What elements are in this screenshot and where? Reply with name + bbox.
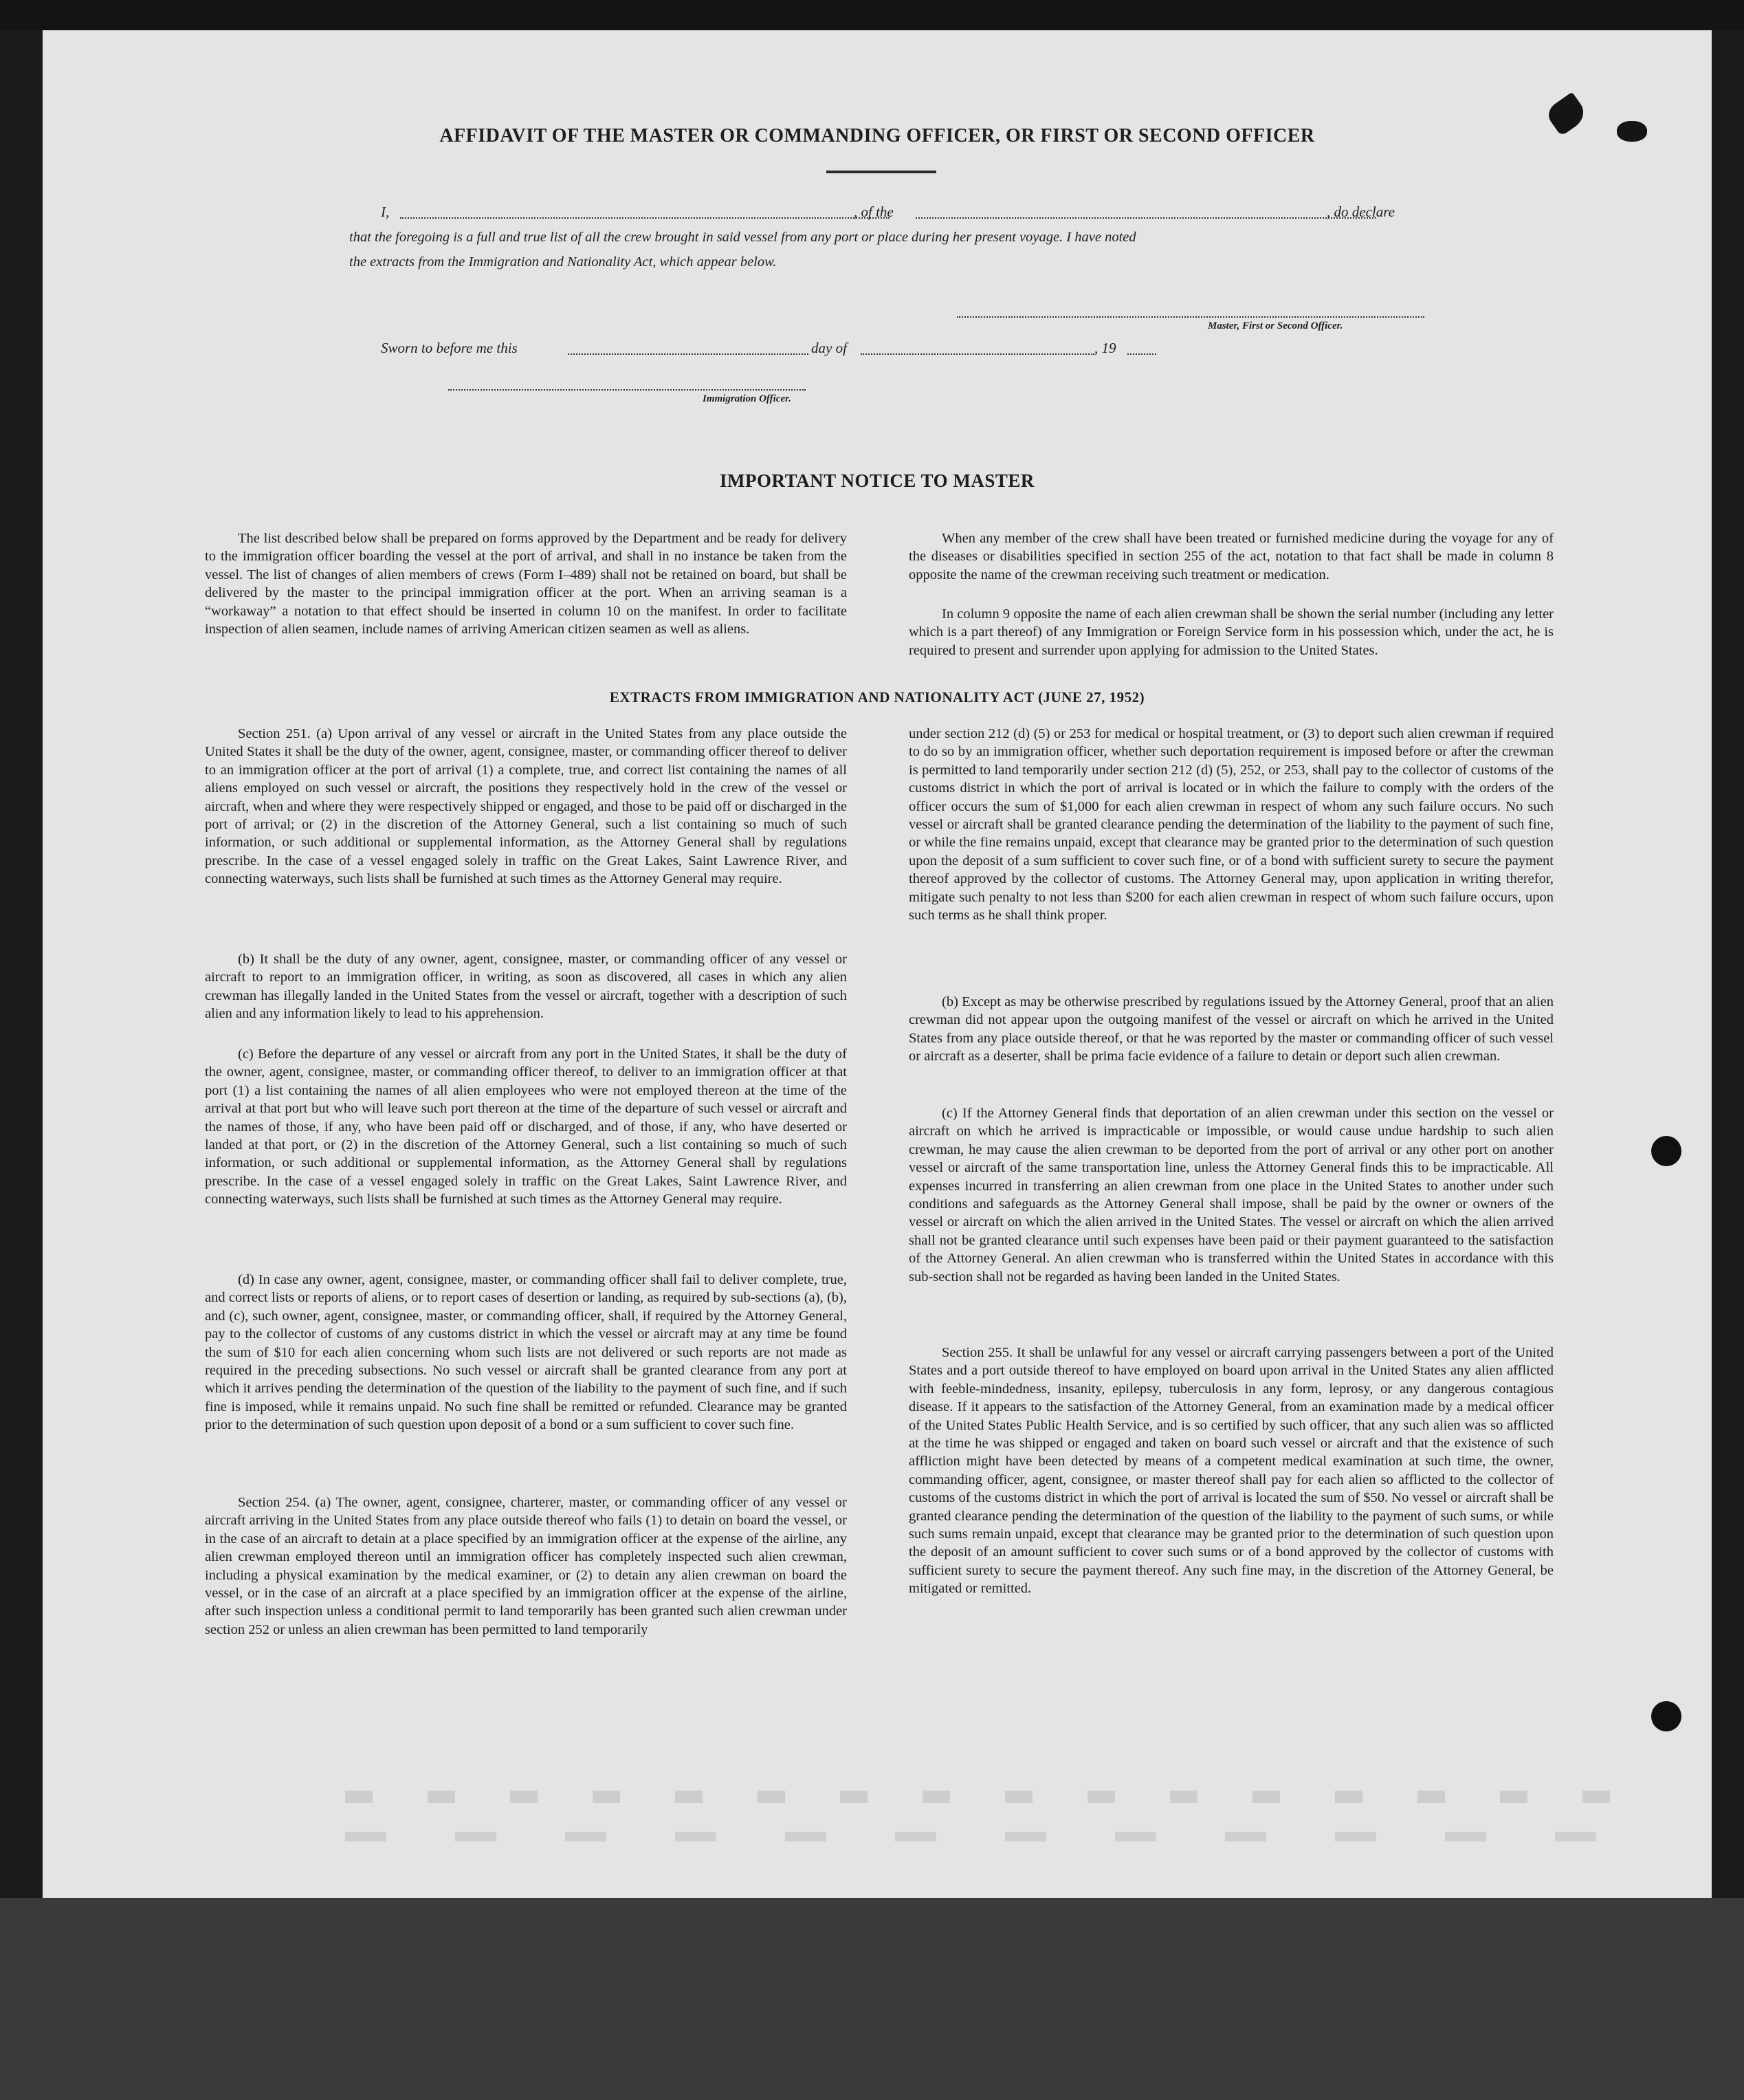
officer-signature-line[interactable]: [448, 389, 806, 391]
sworn-month-field[interactable]: [861, 353, 1094, 355]
scan-border-top: [0, 0, 1744, 30]
document-page: [43, 30, 1712, 1898]
bleed-through-mark: [345, 1832, 1651, 1841]
do-declare-label: , do declare: [1327, 204, 1395, 220]
bleed-through-mark: [345, 1791, 1651, 1803]
extract-section-255: Section 255. It shall be unlawful for any vessel or aircraft carrying passengers between a port of the United States and a port outside thereof to have employed on board upon arrival in the United States any alien afflicted with feeble-mindedness, insanity, epilepsy, tuberculosis in any form, leprosy, or any dangerous contagious disease. If it appears to the satisfaction of the Attorney General, from an examination made by a medical officer of the United States Public Health Service, and is so certified by such officer, that any such alien was so afflicted at the time he was shipped or engaged and taken on board such vessel or aircraft and that the existence of such affliction might have been detected by means of a competent medical examination at such time, the owner, commanding officer, agent, consignee, or master thereof shall pay for each alien so afflicted to the collector of customs of the customs district in which the port of arrival is located the sum of $50. No vessel or aircraft shall be granted clearance pending the determination of the question of the liability to the payment of such sums, or while such sums remain unpaid, except that clearance may be granted prior to the determination of such question upon the deposit of an amount sufficient to cover such sums or of a bond approved by the collector of customs with sufficient surety to secure the payment thereof. Any such fine may, in the discretion of the Attorney General, be mitigated or remitted.: [909, 1345, 1554, 1597]
extract-section-251c: (c) Before the departure of any vessel or aircraft from any port in the United States, it shall be the duty of the owner, agent, consignee, master, or commanding officer thereof, to deliver to an immigration officer at that port (1) a list containing the names of all alien employees who were not employed thereon at the time of the arrival at that port but who will leave such port thereon at the time of the departure of such vessel or aircraft and the names of those, if any, who have been paid off or discharged, and of those, if any, who have deserted or landed at that port, or (2) in the discretion of the Attorney General, such a list containing so much of such information, or such additional or supplemental information, as the Attorney General shall by regulations prescribe. In the case of a vessel engaged solely in traffic on the Great Lakes, Saint Lawrence River, and connecting waterways, such lists shall be furnished at such times as the Attorney General may require.: [205, 1047, 847, 1207]
notice-right-paragraph-2: In column 9 opposite the name of each alien crewman shall be shown the serial number (including any letter which is a part thereof) of any Immigration or Foreign Service form in his possession which, under the act, he is required to present and surrender upon applying for admission to the United States.: [909, 606, 1554, 658]
scan-border-bottom: [0, 1898, 1744, 2100]
year-label: , 19: [1094, 340, 1116, 356]
vessel-name-field[interactable]: [916, 217, 1376, 219]
officer-signature-label: Immigration Officer.: [703, 393, 791, 404]
declarant-name-field[interactable]: [400, 217, 890, 219]
affidavit-title: AFFIDAVIT OF THE MASTER OR COMMANDING OFFICER, OR FIRST OR SECOND OFFICER: [439, 125, 1315, 146]
notice-right-paragraph-1: When any member of the crew shall have been treated or furnished medicine during the voyage for any of the diseases or disabilities specified in section 255 of the act, notation to that fact shall be made in column 8 opposite the name of the crewman receiving such treatment or medication.: [909, 531, 1554, 582]
extract-section-254b: (b) Except as may be otherwise prescribed by regulations issued by the Attorney General, proof that an alien crewman did not appear upon the outgoing manifest of the vessel or aircraft on which he arrived in the United States from any place outside thereof, or that he was reported by the master or commanding officer of such vessel or aircraft as a deserter, shall be prima facie evidence of a failure to detain or deport such alien crewman.: [909, 994, 1554, 1064]
notice-title: IMPORTANT NOTICE TO MASTER: [720, 470, 1035, 491]
of-the-label: , of the: [854, 204, 894, 220]
extract-section-254a: Section 254. (a) The owner, agent, consignee, charterer, master, or commanding officer of any vessel or aircraft arriving in the United States from any place outside thereof who fails (1) to detain on board the vessel, or in the case of an aircraft to detain at a place specified by an immigration officer at the expense of the airline, any alien crewman employed thereon until an immigration officer has completely inspected such alien crewman, including a physical examination by the medical examiner, or (2) to detain any alien crewman on board the vessel, or in the case of an aircraft at a place specified by an immigration officer at the expense of the airline, after such inspection unless a conditional permit to land temporarily has been granted such alien crewman under section 252 or unless an alien crewman has been permitted to land temporarily: [205, 1495, 847, 1637]
sworn-day-field[interactable]: [568, 353, 808, 355]
extract-section-251b: (b) It shall be the duty of any owner, agent, consignee, master, or commanding officer of any vessel or aircraft to report to an immigration officer, in writing, as soon as discovered, all cases in which any alien crewman has illegally landed in the United States from the vessel or aircraft, together with a description of such alien and any information likely to lead to his apprehension.: [205, 952, 847, 1022]
punch-hole: [1651, 1701, 1681, 1731]
extract-section-251a: Section 251. (a) Upon arrival of any vessel or aircraft in the United States from any place outside the United States it shall be the duty of the owner, agent, consignee, master, or commanding officer thereof to deliver to an immigration officer at the port of arrival (1) a complete, true, and correct list containing the names of all aliens employed on such vessel or aircraft, the positions they respectively hold in the crew of the vessel or aircraft, when and where they were respectively shipped or engaged, and those to be paid off or discharged in the port of arrival; or (2) in the discretion of the Attorney General, such a list containing so much of such information, or such additional or supplemental information, as the Attorney General shall by regulations prescribe. In the case of a vessel engaged solely in traffic on the Great Lakes, Saint Lawrence River, and connecting waterways, such lists shall be furnished at such times as the Attorney General may require.: [205, 726, 847, 887]
title-underline: [826, 171, 936, 173]
extract-section-254a-cont: under section 212 (d) (5) or 253 for medical or hospital treatment, or (3) to deport such alien crewman if required to do so by an immigration officer, whether such deportation requirement is imposed before or after the crewman is permitted to land temporarily under section 212 (d) (5), 252, or 253, shall pay to the collector of customs of the customs district in which the port of arrival is located or in which the failure to comply with the orders of the officer occurs the sum of $1,000 for each alien crewman in respect of whom any such failure occurs. No such vessel or aircraft shall be granted clearance pending the determination of the liability to the payment of such fine, or while the fine remains unpaid, except that clearance may be granted prior to the determination of such question upon the deposit of a sum sufficient to cover such fine, or of a bond with sufficient surety to secure the payment thereof approved by the collector of customs. The Attorney General may, upon application in writing therefor, mitigate such penalty to not less than $200 for each alien crewman in respect of whom such failure occurs, upon such terms as he shall think proper.: [909, 726, 1554, 923]
sworn-year-field[interactable]: [1127, 353, 1156, 355]
sworn-label: Sworn to before me this: [381, 340, 518, 356]
master-signature-line[interactable]: [957, 316, 1424, 318]
extract-section-254c: (c) If the Attorney General finds that deportation of an alien crewman under this section on the vessel or aircraft on which he arrived is impracticable or impossible, or would cause undue hardship to such alien crewman, he may cause the alien crewman to be deported from the port of arrival or any other port on another vessel or aircraft of the same transportation line, unless the Attorney General finds this to be impracticable. All expenses incurred in transferring an alien crewman from one place in the United States to another under such conditions and safeguards as the Attorney General shall impose, shall be paid by the owner or owners of the vessel or aircraft on which the alien arrived in the United States. The vessel or aircraft on which the alien arrived shall not be granted clearance until such expenses have been paid or their payment guaranteed to the satisfaction of the Attorney General. An alien crewman who is transferred within the United States in accordance with this sub-section shall not be regarded as having been landed in the United States.: [909, 1106, 1554, 1284]
day-of-label: day of: [811, 340, 847, 356]
declarant-label: I,: [381, 204, 390, 220]
extract-section-251d: (d) In case any owner, agent, consignee, master, or commanding officer shall fail to deliver complete, true, and correct lists or reports of aliens, or to report cases of desertion or landing, as required by sub-sections (a), (b), and (c), such owner, agent, consignee, master, or commanding officer, shall, if required by the Attorney General, pay to the collector of customs of any customs district in which the vessel or aircraft may at any time be found the sum of $10 for each alien concerning whom such lists are not delivered or such reports are not made as required in the preceding subsections. No such vessel or aircraft shall be granted clearance from any port at which it arrives pending the determination of the question of the liability to the payment of such fine, and if such fine is imposed, while it remains unpaid. No such fine shall be remitted or refunded. Clearance may be granted prior to the determination of such question upon deposit of a bond or a sum sufficient to cover such fine.: [205, 1272, 847, 1433]
notice-left-paragraph: The list described below shall be prepared on forms approved by the Department and be ready for delivery to the immigration officer boarding the vessel at the port of arrival, and shall in no instance be taken from the vessel. The list of changes of alien members of crews (Form I–489) shall not be retained on board, but shall be delivered by the master to the principal immigration officer at the port. When an arriving seaman is a “workaway” a notation to that effect should be inserted in column 10 on the manifest. In order to facilitate inspection of alien seamen, include names of arriving American citizen seamen as well as aliens.: [205, 531, 847, 637]
declaration-line-2: the extracts from the Immigration and Nationality Act, which appear below.: [349, 254, 777, 270]
declaration-line-1: that the foregoing is a full and true list of all the crew brought in said vessel from any port or place during her present voyage. I have noted: [349, 230, 1136, 245]
punch-hole: [1651, 1136, 1681, 1166]
master-signature-label: Master, First or Second Officer.: [1208, 320, 1343, 331]
extracts-title: EXTRACTS FROM IMMIGRATION AND NATIONALITY ACT (JUNE 27, 1952): [609, 689, 1145, 706]
